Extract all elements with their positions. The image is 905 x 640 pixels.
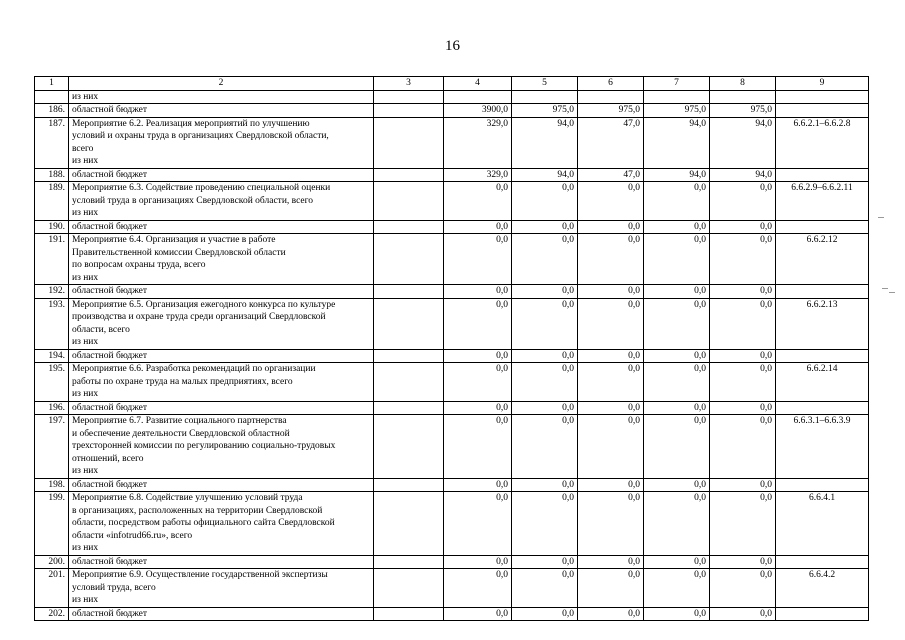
value-cell [512, 90, 578, 104]
value-cell: 94,0 [710, 117, 776, 168]
value-cell: 0,0 [578, 401, 644, 415]
row-text-cell [69, 168, 374, 182]
value-cell: 0,0 [710, 285, 776, 299]
table-header-row [35, 77, 869, 91]
continuation-row [35, 90, 869, 104]
value-cell: 0,0 [444, 607, 512, 621]
row-number-cell: 191. [35, 234, 69, 285]
row-number-cell: 189. [35, 182, 69, 221]
value-cell: 94,0 [644, 117, 710, 168]
target-indicator-cell: 6.6.2.12 [776, 234, 869, 285]
value-cell: 0,0 [578, 220, 644, 234]
table-row [35, 401, 869, 415]
value-cell: 0,0 [512, 569, 578, 608]
row-text-cell [69, 569, 374, 608]
budget-table [34, 76, 869, 621]
value-cell: 0,0 [644, 220, 710, 234]
target-indicator-cell [776, 401, 869, 415]
value-cell: 0,0 [578, 569, 644, 608]
target-indicator-cell [776, 607, 869, 621]
value-cell: 0,0 [710, 349, 776, 363]
target-indicator-cell [776, 168, 869, 182]
row-text-line: областной бюджет [72, 105, 148, 115]
value-cell: 0,0 [644, 349, 710, 363]
value-cell: 0,0 [444, 349, 512, 363]
value-cell [710, 90, 776, 104]
target-indicator-cell: 6.6.4.2 [776, 569, 869, 608]
value-cell: 0,0 [444, 478, 512, 492]
value-cell [776, 90, 869, 104]
row-text-cell [69, 555, 374, 569]
value-cell: 3900,0 [444, 104, 512, 118]
column-3-cell [374, 569, 444, 608]
header-cell: 5 [512, 77, 578, 91]
value-cell: 0,0 [710, 182, 776, 221]
row-text-line: из них [72, 208, 99, 218]
row-number-cell: 197. [35, 415, 69, 479]
value-cell [444, 90, 512, 104]
value-cell: 975,0 [644, 104, 710, 118]
value-cell: 0,0 [644, 234, 710, 285]
row-text-line: из них [72, 156, 99, 166]
value-cell: 94,0 [710, 168, 776, 182]
column-3-cell [374, 168, 444, 182]
target-indicator-cell: 6.6.2.9–6.6.2.11 [776, 182, 869, 221]
value-cell: 0,0 [444, 492, 512, 556]
row-text-line: областной бюджет [72, 608, 148, 619]
row-text-line: работы по охране труда на малых предприятиях, всего [72, 376, 293, 387]
value-cell: 0,0 [644, 298, 710, 349]
table-row [35, 555, 869, 569]
row-text-line: в организациях, расположенных на территории Свердловской [72, 505, 323, 516]
value-cell: 0,0 [444, 415, 512, 479]
value-cell: 0,0 [444, 220, 512, 234]
header-cell: 3 [374, 77, 444, 91]
row-text-cell [69, 415, 374, 479]
value-cell: 47,0 [578, 168, 644, 182]
table-row [35, 168, 869, 182]
value-cell: 0,0 [512, 401, 578, 415]
scan-mark [878, 217, 884, 218]
table-row [35, 492, 869, 556]
row-text-cell [69, 363, 374, 402]
row-text-line: условий и охраны труда в организациях Свердловской области, [72, 131, 329, 141]
row-text-cell [69, 220, 374, 234]
value-cell: 0,0 [710, 415, 776, 479]
row-text-cell [69, 298, 374, 349]
value-cell: 0,0 [578, 492, 644, 556]
row-text-line: условий труда в организациях Свердловской области, всего [72, 195, 314, 206]
row-text-cell [69, 478, 374, 492]
value-cell: 0,0 [710, 492, 776, 556]
target-indicator-cell: 6.6.2.13 [776, 298, 869, 349]
row-text-line: областной бюджет [72, 169, 148, 180]
value-cell: 0,0 [578, 607, 644, 621]
row-number-cell: 192. [35, 285, 69, 299]
table-row [35, 117, 869, 168]
table-row [35, 285, 869, 299]
target-indicator-cell [776, 349, 869, 363]
value-cell: 0,0 [512, 363, 578, 402]
value-cell: 0,0 [710, 298, 776, 349]
column-3-cell [374, 415, 444, 479]
row-text-cell [69, 285, 374, 299]
header-cell: 1 [35, 77, 69, 91]
row-text-line: Мероприятие 6.4. Организация и участие в работе [72, 235, 276, 245]
value-cell: 94,0 [644, 168, 710, 182]
header-cell: 2 [69, 77, 374, 91]
page-number: 16 [445, 38, 460, 54]
value-cell: 94,0 [512, 168, 578, 182]
row-text-line: из них [72, 595, 99, 605]
value-cell: 329,0 [444, 168, 512, 182]
table-row [35, 607, 869, 621]
value-cell: 0,0 [710, 234, 776, 285]
table-row [35, 182, 869, 221]
value-cell: 0,0 [644, 401, 710, 415]
value-cell: 0,0 [444, 234, 512, 285]
value-cell: 0,0 [710, 478, 776, 492]
row-text-cell [69, 117, 374, 168]
column-3-cell [374, 607, 444, 621]
table-row [35, 569, 869, 608]
row-text-line: области «infotrud66.ru», всего [72, 530, 193, 541]
column-3-cell [374, 349, 444, 363]
table-row [35, 478, 869, 492]
value-cell: 975,0 [578, 104, 644, 118]
value-cell: 0,0 [644, 182, 710, 221]
value-cell: 0,0 [578, 478, 644, 492]
scan-mark [882, 288, 888, 289]
column-3-cell [374, 478, 444, 492]
value-cell: 329,0 [444, 117, 512, 168]
target-indicator-cell [776, 478, 869, 492]
column-3-cell [374, 555, 444, 569]
row-text-cell [69, 401, 374, 415]
value-cell: 0,0 [710, 220, 776, 234]
target-indicator-cell [776, 285, 869, 299]
value-cell: 0,0 [644, 492, 710, 556]
value-cell: 0,0 [512, 220, 578, 234]
row-text-line: из них [72, 337, 99, 347]
row-text-line: областной бюджет [72, 402, 148, 413]
value-cell: 0,0 [512, 298, 578, 349]
column-3-cell [374, 401, 444, 415]
value-cell [374, 90, 444, 104]
row-text-cell [69, 182, 374, 221]
target-indicator-cell [776, 104, 869, 118]
value-cell: 0,0 [710, 607, 776, 621]
column-3-cell [374, 492, 444, 556]
row-text-line: Мероприятие 6.2. Реализация мероприятий по улучшению [72, 118, 310, 129]
value-cell: 0,0 [512, 478, 578, 492]
table-row [35, 104, 869, 118]
value-cell: 0,0 [512, 492, 578, 556]
column-3-cell [374, 220, 444, 234]
value-cell: 975,0 [710, 104, 776, 118]
value-cell: 0,0 [710, 401, 776, 415]
value-cell: 0,0 [578, 285, 644, 299]
row-text-cell: из них [69, 90, 374, 104]
table-row [35, 363, 869, 402]
target-indicator-cell: 6.6.3.1–6.6.3.9 [776, 415, 869, 479]
value-cell: 0,0 [710, 363, 776, 402]
row-text-cell [69, 234, 374, 285]
row-number-cell: 196. [35, 401, 69, 415]
value-cell: 975,0 [512, 104, 578, 118]
header-cell: 6 [578, 77, 644, 91]
value-cell: 0,0 [644, 285, 710, 299]
value-cell: 0,0 [512, 285, 578, 299]
value-cell: 0,0 [644, 363, 710, 402]
table-row [35, 415, 869, 479]
row-text-line: и обеспечение деятельности Свердловской областной [72, 428, 290, 439]
row-text-line: Мероприятие 6.5. Организация ежегодного конкурса по культуре [72, 299, 336, 310]
value-cell: 0,0 [512, 607, 578, 621]
row-text-line: Мероприятие 6.6. Разработка рекомендаций по организации [72, 364, 316, 374]
value-cell: 0,0 [710, 555, 776, 569]
value-cell: 0,0 [644, 569, 710, 608]
row-number-cell: 195. [35, 363, 69, 402]
value-cell: 0,0 [444, 182, 512, 221]
row-number-cell [35, 90, 69, 104]
value-cell: 0,0 [578, 234, 644, 285]
target-indicator-cell [776, 555, 869, 569]
row-text-line: отношений, всего [72, 453, 144, 464]
row-number-cell: 199. [35, 492, 69, 556]
value-cell: 0,0 [444, 298, 512, 349]
value-cell: 0,0 [444, 569, 512, 608]
value-cell: 0,0 [578, 555, 644, 569]
value-cell [644, 90, 710, 104]
row-text-line: областной бюджет [72, 556, 148, 567]
value-cell: 0,0 [578, 182, 644, 221]
row-text-line: области, всего [72, 324, 130, 335]
row-number-cell: 198. [35, 478, 69, 492]
value-cell: 0,0 [512, 555, 578, 569]
row-text-line: из них [72, 389, 99, 399]
value-cell: 0,0 [512, 182, 578, 221]
row-text-line: из них [72, 543, 99, 553]
header-cell: 4 [444, 77, 512, 91]
target-indicator-cell: 6.6.2.1–6.6.2.8 [776, 117, 869, 168]
value-cell: 0,0 [578, 415, 644, 479]
row-number-cell: 188. [35, 168, 69, 182]
row-number-cell: 201. [35, 569, 69, 608]
row-text-line: Мероприятие 6.7. Развитие социального партнерства [72, 416, 287, 426]
table-row [35, 349, 869, 363]
value-cell: 0,0 [578, 298, 644, 349]
value-cell: 0,0 [512, 415, 578, 479]
row-text-line: областной бюджет [72, 286, 148, 296]
row-text-line: областной бюджет [72, 221, 148, 232]
header-cell: 7 [644, 77, 710, 91]
value-cell: 0,0 [644, 607, 710, 621]
value-cell: 0,0 [444, 555, 512, 569]
row-text-cell [69, 492, 374, 556]
value-cell: 0,0 [444, 363, 512, 402]
row-text-line: Мероприятие 6.8. Содействие улучшению условий труда [72, 493, 303, 503]
row-number-cell: 186. [35, 104, 69, 118]
table-row [35, 298, 869, 349]
row-text-line: условий труда, всего [72, 582, 156, 593]
row-number-cell: 190. [35, 220, 69, 234]
value-cell: 0,0 [578, 349, 644, 363]
row-text-line: всего [72, 143, 94, 154]
row-number-cell: 187. [35, 117, 69, 168]
row-number-cell: 193. [35, 298, 69, 349]
column-3-cell [374, 363, 444, 402]
column-3-cell [374, 285, 444, 299]
row-text-line: Мероприятие 6.3. Содействие проведению специальной оценки [72, 183, 331, 193]
target-indicator-cell: 6.6.4.1 [776, 492, 869, 556]
value-cell: 0,0 [644, 415, 710, 479]
column-3-cell [374, 117, 444, 168]
column-3-cell [374, 298, 444, 349]
row-text-line: производства и охране труда среди организаций Свердловской [72, 312, 326, 322]
table-row [35, 234, 869, 285]
row-text-line: областной бюджет [72, 350, 148, 361]
row-number-cell: 200. [35, 555, 69, 569]
value-cell: 0,0 [444, 285, 512, 299]
value-cell: 0,0 [578, 363, 644, 402]
row-text-line: области, посредством работы официального сайта Свердловской [72, 518, 335, 528]
row-text-line: по вопросам охраны труда, всего [72, 260, 206, 270]
row-number-cell: 202. [35, 607, 69, 621]
row-text-line: из них [72, 272, 99, 283]
column-3-cell [374, 182, 444, 221]
row-text-line: трехсторонней комиссии по регулированию социально-трудовых [72, 441, 336, 451]
row-text-cell [69, 104, 374, 118]
column-3-cell [374, 234, 444, 285]
value-cell [578, 90, 644, 104]
row-text-line: областной бюджет [72, 479, 148, 490]
header-cell: 8 [710, 77, 776, 91]
row-text-cell [69, 349, 374, 363]
value-cell: 94,0 [512, 117, 578, 168]
row-text-line: Правительственной комиссии Свердловской области [72, 247, 286, 258]
table-row [35, 220, 869, 234]
value-cell: 47,0 [578, 117, 644, 168]
value-cell: 0,0 [644, 478, 710, 492]
row-text-line: из них [72, 466, 99, 476]
target-indicator-cell: 6.6.2.14 [776, 363, 869, 402]
column-3-cell [374, 104, 444, 118]
header-cell: 9 [776, 77, 869, 91]
row-number-cell: 194. [35, 349, 69, 363]
value-cell: 0,0 [444, 401, 512, 415]
row-text-cell [69, 607, 374, 621]
target-indicator-cell [776, 220, 869, 234]
scan-mark [889, 292, 895, 293]
value-cell: 0,0 [512, 349, 578, 363]
value-cell: 0,0 [710, 569, 776, 608]
row-text-line: Мероприятие 6.9. Осуществление государственной экспертизы [72, 570, 328, 580]
value-cell: 0,0 [512, 234, 578, 285]
value-cell: 0,0 [644, 555, 710, 569]
